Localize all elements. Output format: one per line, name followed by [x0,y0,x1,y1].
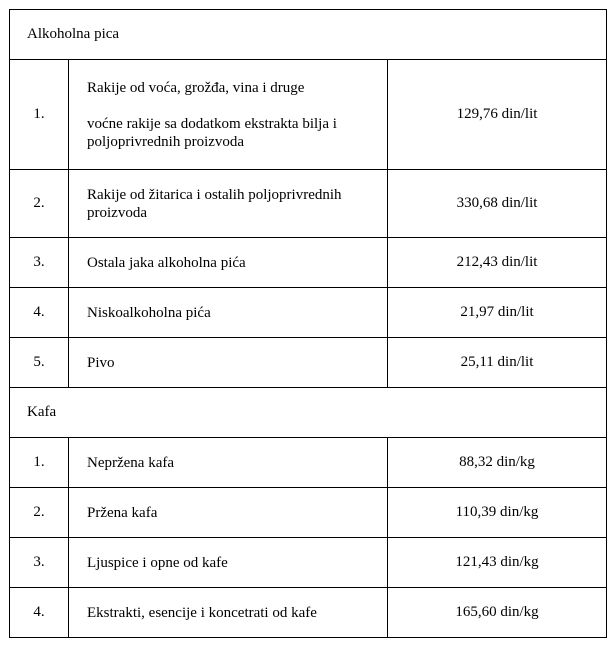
row-number: 3. [10,538,69,588]
product-name: Pržena kafa [69,488,388,538]
table-row [10,238,607,288]
table-row [10,588,607,638]
table-row [10,488,607,538]
section-title: Kafa [10,388,607,438]
product-name: Niskoalkoholna pića [69,288,388,338]
product-name-line: voćne rakije sa dodatkom ekstrakta bilja i poljoprivrednih proizvoda [87,115,337,150]
document-page [9,9,607,638]
product-name: Ostala jaka alkoholna pića [69,238,388,288]
excise-amount: 88,32 din/kg [388,438,607,488]
excise-table [9,9,607,638]
row-number: 2. [10,170,69,238]
excise-amount: 212,43 din/lit [388,238,607,288]
table-row [10,338,607,388]
excise-amount: 21,97 din/lit [388,288,607,338]
product-name: Nepržena kafa [69,438,388,488]
table-row [10,438,607,488]
excise-amount: 25,11 din/lit [388,338,607,388]
section-title: Alkoholna pica [10,10,607,60]
excise-amount: 330,68 din/lit [388,170,607,238]
row-number: 4. [10,288,69,338]
row-number: 5. [10,338,69,388]
excise-amount: 165,60 din/kg [388,588,607,638]
line-gap [87,97,379,115]
excise-amount: 110,39 din/kg [388,488,607,538]
table-row [10,60,607,170]
product-name: Ljuspice i opne od kafe [69,538,388,588]
row-number: 1. [10,438,69,488]
excise-amount: 121,43 din/kg [388,538,607,588]
row-number: 1. [10,60,69,170]
table-row [10,538,607,588]
excise-amount: 129,76 din/lit [388,60,607,170]
table-row [10,170,607,238]
product-name-line: Rakije od voća, grožđa, vina i druge [87,79,305,96]
section-header-row [10,10,607,60]
table-row [10,288,607,338]
section-header-row [10,388,607,438]
product-name: Pivo [69,338,388,388]
product-name: Ekstrakti, esencije i koncetrati od kafe [69,588,388,638]
row-number: 4. [10,588,69,638]
product-name: Rakije od žitarica i ostalih poljoprivrednih proizvoda [69,170,388,238]
product-name [69,60,388,170]
row-number: 3. [10,238,69,288]
row-number: 2. [10,488,69,538]
